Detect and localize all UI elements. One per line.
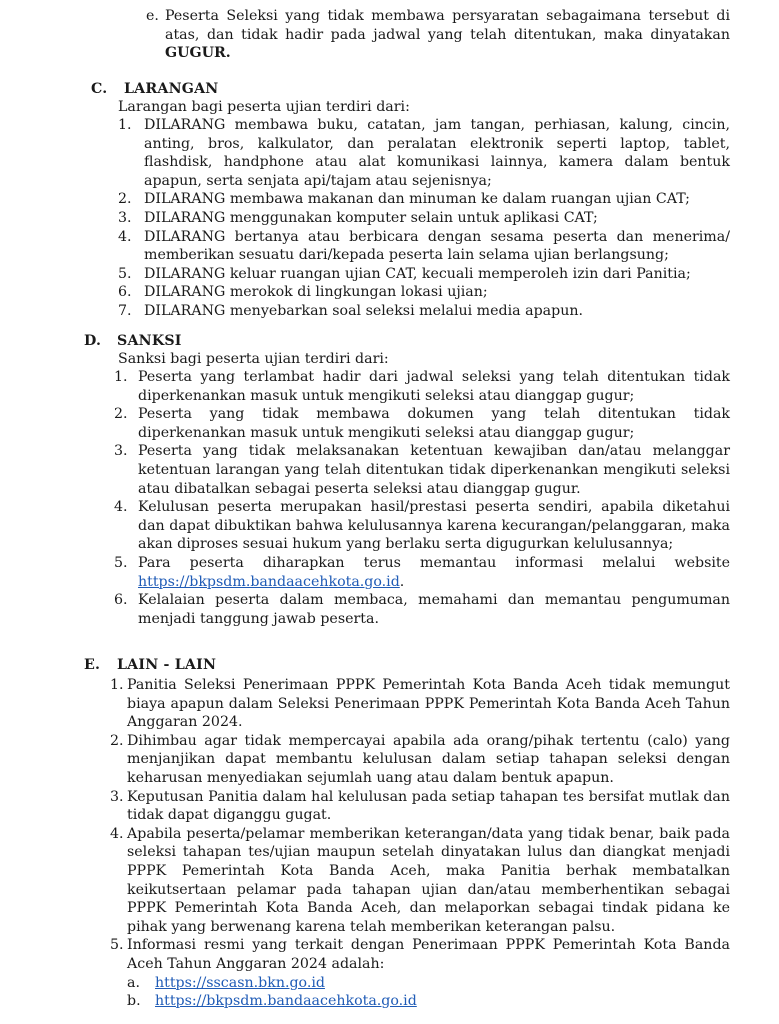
- list-item-text: Peserta Seleksi yang tidak membawa persyaratan sebagaimana tersebut di atas, dan tidak hadir pada jadwal yang telah ditentukan, maka dinyatakan GUGUR.: [165, 8, 730, 62]
- section-heading-lain-lain: E. LAIN - LAIN: [84, 657, 217, 673]
- website-link[interactable]: https://bkpsdm.bandaacehkota.go.id: [138, 573, 400, 590]
- list-item: 1. Panitia Seleksi Penerimaan PPPK Pemerintah Kota Banda Aceh tidak memungut biaya apapun dalam Seleksi Penerimaan PPPK Pemerintah Kota Banda Aceh Tahun Anggaran 2024.: [110, 677, 730, 731]
- list-item: 2. Peserta yang tidak membawa dokumen yang telah ditentukan tidak diperkenankan masuk untuk mengikuti seleksi atau dianggap gugur;: [114, 406, 730, 441]
- list-item: 5. Informasi resmi yang terkait dengan Penerimaan PPPK Pemerintah Kota Banda Aceh Tahun Anggaran 2024 adalah:: [110, 937, 730, 972]
- sanksi-list: [114, 368, 730, 628]
- list-item: 1. Peserta yang terlambat hadir dari jadwal seleksi yang telah ditentukan tidak diperkenankan masuk untuk mengikuti seleksi atau dianggap gugur;: [114, 369, 730, 404]
- sscasn-link[interactable]: https://sscasn.bkn.go.id: [155, 974, 325, 991]
- list-item: 1. DILARANG membawa buku, catatan, jam tangan, perhiasan, kalung, cincin, anting, bros, kalkulator, dan peralatan elektronik seperti laptop, tablet, flashdisk, handphone atau alat komunikasi lainnya, kamera dalam bentuk apapun, serta senjata api/tajam atau sejenisnya;: [118, 117, 730, 189]
- list-item: 2. DILARANG membawa makanan dan minuman ke dalam ruangan ujian CAT;: [118, 191, 690, 208]
- list-item: 3. DILARANG menggunakan komputer selain untuk aplikasi CAT;: [118, 209, 598, 226]
- list-item: 4. Kelulusan peserta merupakan hasil/prestasi peserta sendiri, apabila diketahui dan dapat dibuktikan bahwa kelulusannya karena kecurangan/pelanggaran, maka akan diproses sesuai hukum yang berlaku serta digugurkan kelulusannya;: [114, 499, 730, 553]
- list-item: 2. Dihimbau agar tidak mempercayai apabila ada orang/pihak tertentu (calo) yang menjanjikan dapat membantu kelulusan dalam setiap tahapan seleksi dengan keharusan menyediakan sejumlah uang atau dalam bentuk apapun.: [110, 732, 730, 786]
- list-item: 4. DILARANG bertanya atau berbicara dengan sesama peserta dan menerima/ memberikan sesuatu dari/kepada peserta lain selama ujian berlangsung;: [118, 228, 730, 264]
- list-item-e: [146, 7, 730, 63]
- list-marker: e.: [146, 8, 159, 24]
- emphasis-text: GUGUR.: [165, 45, 231, 62]
- list-item: 6. Kelalaian peserta dalam membaca, memahami dan memantau pengumuman menjadi tanggung jawab peserta.: [114, 592, 730, 627]
- section-intro: Larangan bagi peserta ujian terdiri dari:: [118, 99, 410, 115]
- list-item: 6. DILARANG merokok di lingkungan lokasi ujian;: [118, 284, 488, 301]
- lain-lain-list: [110, 676, 730, 1011]
- section-heading-larangan: C. LARANGAN: [91, 81, 219, 97]
- link-item: b. https://bkpsdm.bandaacehkota.go.id: [127, 993, 417, 1010]
- list-item: 3. Keputusan Panitia dalam hal kelulusan pada setiap tahapan tes bersifat mutlak dan tidak dapat diganggu gugat.: [110, 788, 730, 824]
- list-item: 5. DILARANG keluar ruangan ujian CAT, kecuali memperoleh izin dari Panitia;: [118, 265, 691, 282]
- larangan-list: [118, 116, 730, 321]
- link-item: a. https://sscasn.bkn.go.id: [127, 974, 325, 991]
- section-heading-sanksi: D. SANKSI: [84, 333, 182, 349]
- list-item: 5. Para peserta diharapkan terus memantau informasi melalui website https://bkpsdm.bandaacehkota.go.id.: [114, 554, 730, 590]
- list-item: 7. DILARANG menyebarkan soal seleksi melalui media apapun.: [118, 302, 583, 319]
- list-item: 4. Apabila peserta/pelamar memberikan keterangan/data yang tidak benar, baik pada seleksi tahapan tes/ujian maupun setelah dinyatakan lulus dan diangkat menjadi PPPK Pemerintah Kota Banda Aceh, maka Panitia berhak membatalkan keikutsertaan pelamar pada tahapan ujian dan/atau memberhentikan sebagai PPPK Pemerintah Kota Banda Aceh, dan melaporkan sebagai tindak pidana ke pihak yang berwenang karena telah memberikan keterangan palsu.: [110, 825, 730, 935]
- section-intro: Sanksi bagi peserta ujian terdiri dari:: [118, 351, 389, 367]
- list-item: 3. Peserta yang tidak melaksanakan ketentuan kewajiban dan/atau melanggar ketentuan larangan yang telah ditentukan tidak diperkenankan mengikuti seleksi atau dibatalkan sebagai peserta seleksi atau dianggap gugur.: [114, 443, 730, 497]
- bkpsdm-link[interactable]: https://bkpsdm.bandaacehkota.go.id: [155, 993, 417, 1010]
